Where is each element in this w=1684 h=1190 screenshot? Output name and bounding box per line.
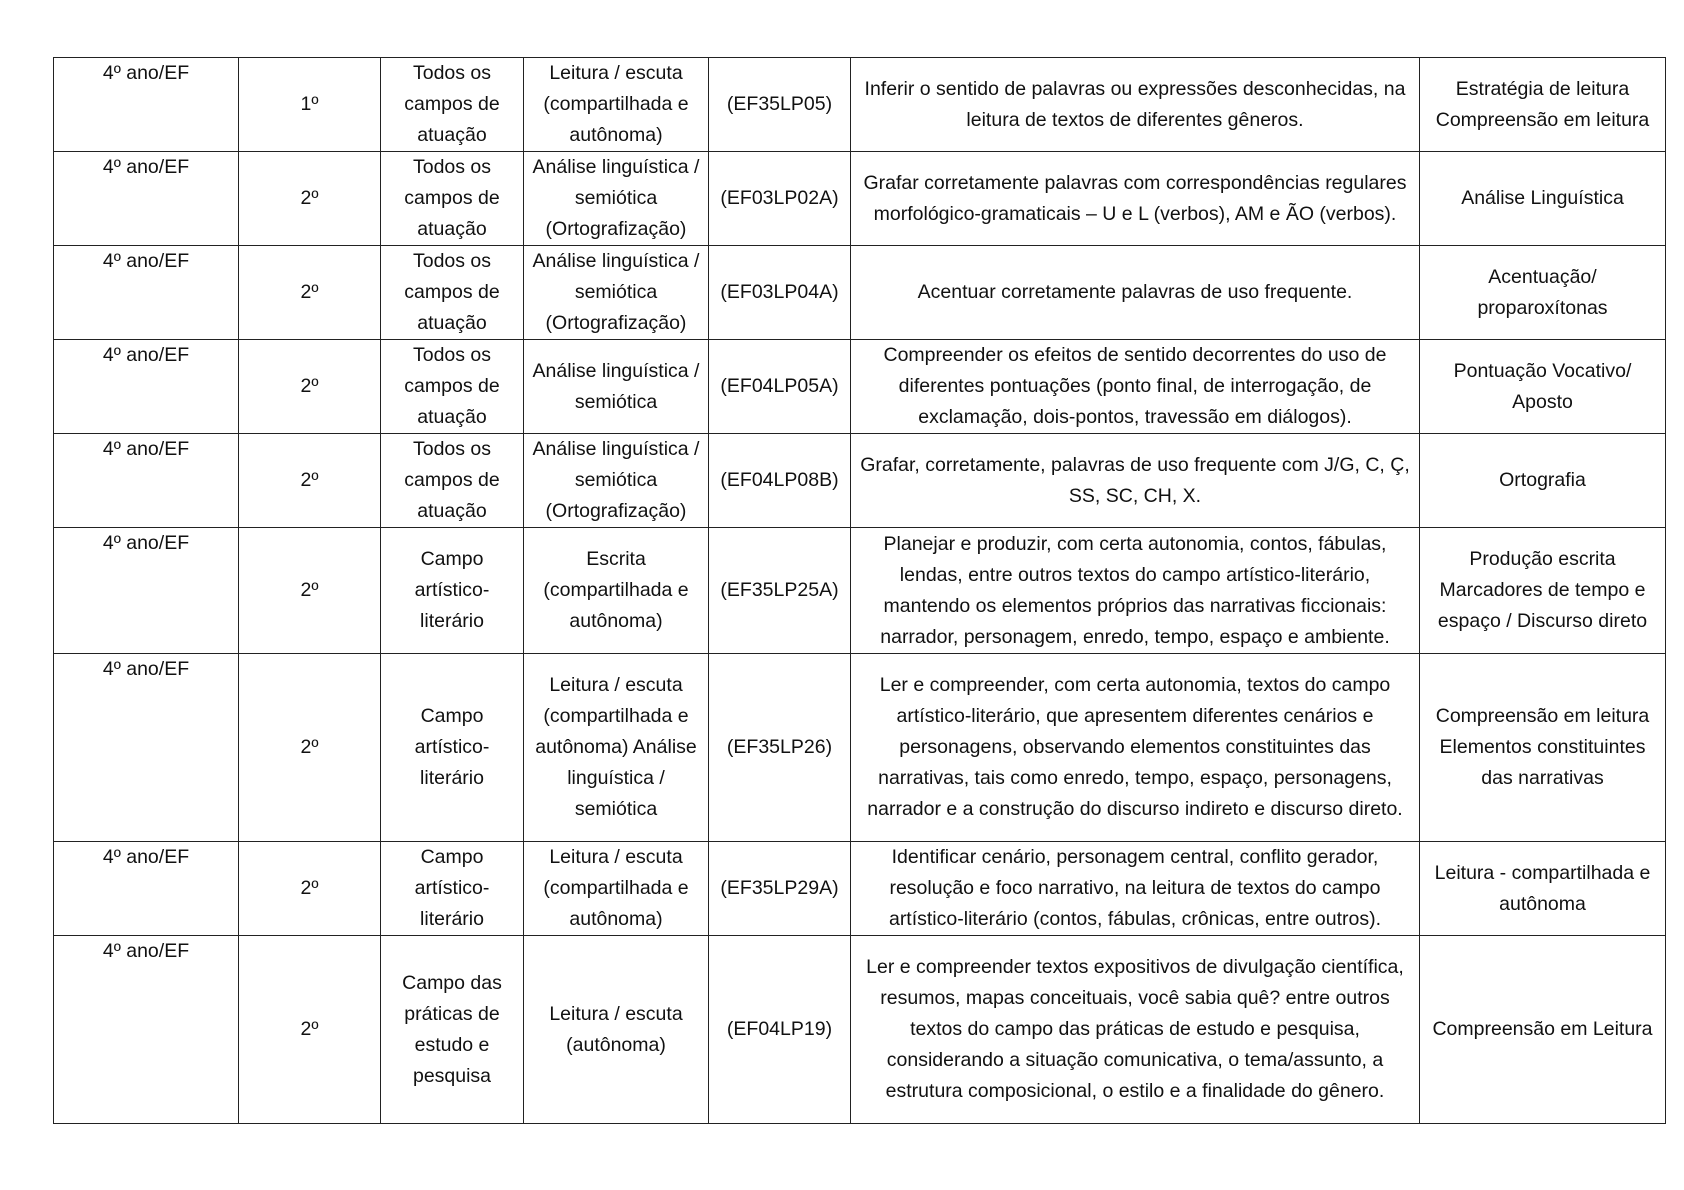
- practice-cell: Escrita (compartilhada e autônoma): [524, 528, 709, 654]
- description-cell: Compreender os efeitos de sentido decorrentes do uso de diferentes pontuações (ponto final, de interrogação, de exclamação, dois-pontos, travessão em diálogos).: [851, 340, 1420, 434]
- topic-cell: Ortografia: [1420, 434, 1666, 528]
- field-cell: Todos os campos de atuação: [381, 152, 524, 246]
- year-cell: 4º ano/EF: [54, 340, 239, 434]
- bimester-cell: 2º: [239, 152, 381, 246]
- practice-cell: Leitura / escuta (compartilhada e autônoma) Análise linguística / semiótica: [524, 654, 709, 842]
- year-cell: 4º ano/EF: [54, 58, 239, 152]
- code-cell: (EF03LP02A): [709, 152, 851, 246]
- topic-cell: Compreensão em Leitura: [1420, 936, 1666, 1124]
- code-cell: (EF35LP25A): [709, 528, 851, 654]
- table-row: [54, 340, 1666, 434]
- practice-cell: Análise linguística / semiótica: [524, 340, 709, 434]
- code-cell: (EF35LP26): [709, 654, 851, 842]
- table-row: [54, 654, 1666, 842]
- topic-cell: Leitura - compartilhada e autônoma: [1420, 842, 1666, 936]
- topic-cell: Análise Linguística: [1420, 152, 1666, 246]
- code-cell: (EF04LP19): [709, 936, 851, 1124]
- code-cell: (EF35LP29A): [709, 842, 851, 936]
- bimester-cell: 2º: [239, 434, 381, 528]
- field-cell: Campo das práticas de estudo e pesquisa: [381, 936, 524, 1124]
- code-cell: (EF35LP05): [709, 58, 851, 152]
- field-cell: Todos os campos de atuação: [381, 58, 524, 152]
- bimester-cell: 1º: [239, 58, 381, 152]
- bimester-cell: 2º: [239, 246, 381, 340]
- description-cell: Acentuar corretamente palavras de uso frequente.: [851, 246, 1420, 340]
- table-row: [54, 246, 1666, 340]
- year-cell: 4º ano/EF: [54, 654, 239, 842]
- table-row: [54, 528, 1666, 654]
- practice-cell: Leitura / escuta (compartilhada e autônoma): [524, 842, 709, 936]
- year-cell: 4º ano/EF: [54, 246, 239, 340]
- field-cell: Todos os campos de atuação: [381, 246, 524, 340]
- code-cell: (EF04LP08B): [709, 434, 851, 528]
- table-row: [54, 842, 1666, 936]
- curriculum-table-body: [54, 58, 1666, 1124]
- table-row: [54, 152, 1666, 246]
- bimester-cell: 2º: [239, 340, 381, 434]
- practice-cell: Leitura / escuta (compartilhada e autônoma): [524, 58, 709, 152]
- field-cell: Campo artístico-literário: [381, 842, 524, 936]
- bimester-cell: 2º: [239, 654, 381, 842]
- description-cell: Ler e compreender textos expositivos de divulgação científica, resumos, mapas conceituais, você sabia quê? entre outros textos do campo das práticas de estudo e pesquisa, considerando a situação comunicativa, o tema/assunto, a estrutura composicional, o estilo e a finalidade do gênero.: [851, 936, 1420, 1124]
- year-cell: 4º ano/EF: [54, 842, 239, 936]
- curriculum-table: [53, 57, 1666, 1124]
- code-cell: (EF03LP04A): [709, 246, 851, 340]
- year-cell: 4º ano/EF: [54, 152, 239, 246]
- year-cell: 4º ano/EF: [54, 434, 239, 528]
- bimester-cell: 2º: [239, 936, 381, 1124]
- table-row: [54, 936, 1666, 1124]
- description-cell: Ler e compreender, com certa autonomia, textos do campo artístico-literário, que apresentem diferentes cenários e personagens, observando elementos constituintes das narrativas, tais como enredo, tempo, espaço, personagens, narrador e a construção do discurso indireto e discurso direto.: [851, 654, 1420, 842]
- bimester-cell: 2º: [239, 528, 381, 654]
- field-cell: Todos os campos de atuação: [381, 434, 524, 528]
- year-cell: 4º ano/EF: [54, 936, 239, 1124]
- description-cell: Grafar corretamente palavras com correspondências regulares morfológico-gramaticais – U e L (verbos), AM e ÃO (verbos).: [851, 152, 1420, 246]
- practice-cell: Análise linguística / semiótica (Ortografização): [524, 434, 709, 528]
- field-cell: Todos os campos de atuação: [381, 340, 524, 434]
- topic-cell: Produção escrita Marcadores de tempo e espaço / Discurso direto: [1420, 528, 1666, 654]
- field-cell: Campo artístico-literário: [381, 654, 524, 842]
- topic-cell: Estratégia de leitura Compreensão em leitura: [1420, 58, 1666, 152]
- topic-cell: Pontuação Vocativo/ Aposto: [1420, 340, 1666, 434]
- practice-cell: Análise linguística / semiótica (Ortografização): [524, 246, 709, 340]
- year-cell: 4º ano/EF: [54, 528, 239, 654]
- description-cell: Identificar cenário, personagem central, conflito gerador, resolução e foco narrativo, na leitura de textos do campo artístico-literário (contos, fábulas, crônicas, entre outros).: [851, 842, 1420, 936]
- practice-cell: Análise linguística / semiótica (Ortografização): [524, 152, 709, 246]
- topic-cell: Acentuação/ proparoxítonas: [1420, 246, 1666, 340]
- bimester-cell: 2º: [239, 842, 381, 936]
- code-cell: (EF04LP05A): [709, 340, 851, 434]
- description-cell: Inferir o sentido de palavras ou expressões desconhecidas, na leitura de textos de diferentes gêneros.: [851, 58, 1420, 152]
- table-row: [54, 58, 1666, 152]
- description-cell: Planejar e produzir, com certa autonomia, contos, fábulas, lendas, entre outros textos do campo artístico-literário, mantendo os elementos próprios das narrativas ficcionais: narrador, personagem, enredo, tempo, espaço e ambiente.: [851, 528, 1420, 654]
- practice-cell: Leitura / escuta (autônoma): [524, 936, 709, 1124]
- field-cell: Campo artístico-literário: [381, 528, 524, 654]
- description-cell: Grafar, corretamente, palavras de uso frequente com J/G, C, Ç, SS, SC, CH, X.: [851, 434, 1420, 528]
- table-row: [54, 434, 1666, 528]
- topic-cell: Compreensão em leitura Elementos constituintes das narrativas: [1420, 654, 1666, 842]
